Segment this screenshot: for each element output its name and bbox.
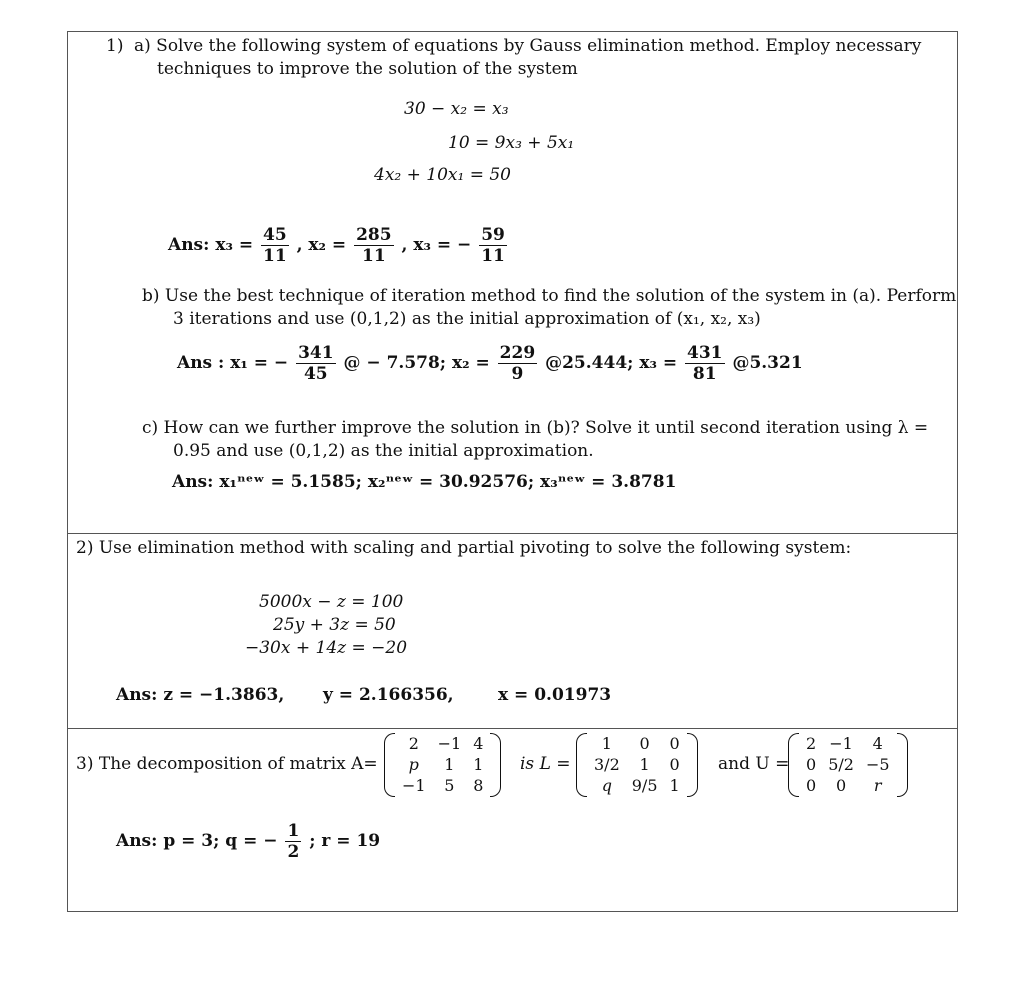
matrix-l-cell: 0 bbox=[669, 755, 680, 774]
denominator: 11 bbox=[481, 246, 505, 266]
matrix-a-cell: 4 bbox=[473, 734, 484, 753]
matrix-a-cell: p bbox=[408, 755, 419, 774]
q3-text: 3) The decomposition of matrix A= bbox=[76, 754, 378, 774]
matrix-u-cell: 0 bbox=[835, 776, 847, 795]
matrix-u-cell: 0 bbox=[806, 755, 817, 774]
q1b-text: b) Use the best technique of iteration method to find the solution of the system in (a). Perform bbox=[142, 286, 957, 306]
q2-equation-3: −30x + 14z = −20 bbox=[245, 638, 408, 658]
matrix-u-cell: −1 bbox=[829, 734, 853, 753]
q1a-text: a) Solve the following system of equations by Gauss elimination method. Employ necessary bbox=[134, 36, 922, 56]
matrix-a-cell: 5 bbox=[444, 776, 455, 795]
q1a-answer-label: Ans: x₃ = bbox=[168, 235, 254, 255]
matrix-a-cell: 1 bbox=[473, 755, 484, 774]
matrix-l bbox=[576, 733, 698, 796]
matrix-l-cell: 1 bbox=[601, 734, 612, 753]
numerator: 285 bbox=[356, 225, 392, 245]
q1a-text-2: techniques to improve the solution of the system bbox=[157, 59, 578, 79]
q1b-answer-value-1: @ − 7.578; x₂ = bbox=[343, 353, 490, 373]
denominator: 11 bbox=[362, 246, 386, 266]
q1b-answer-fraction-2 bbox=[498, 343, 538, 384]
numerator: 229 bbox=[499, 343, 536, 363]
matrix-a bbox=[384, 733, 501, 796]
q1c-text-2: 0.95 and use (0,1,2) as the initial approximation. bbox=[173, 441, 594, 461]
matrix-l-grid bbox=[588, 733, 686, 796]
matrix-a-cell: 1 bbox=[444, 755, 455, 774]
q1a-answer bbox=[168, 225, 509, 266]
q1b-text-2: 3 iterations and use (0,1,2) as the initial approximation of (x₁, x₂, x₃) bbox=[173, 309, 761, 329]
q1a-answer-sep-2: , x₃ = − bbox=[401, 235, 472, 255]
matrix-l-cell: 1 bbox=[669, 776, 680, 795]
separator-q1-q2 bbox=[68, 533, 957, 534]
q3-is-l-label: is L = bbox=[520, 754, 571, 774]
left-parenthesis bbox=[788, 733, 799, 797]
q1b-answer-fraction-3 bbox=[685, 343, 725, 384]
numerator: 59 bbox=[481, 225, 505, 245]
numerator: 341 bbox=[298, 343, 334, 363]
q3-and-u: and U = bbox=[718, 754, 790, 774]
numerator: 1 bbox=[287, 821, 300, 841]
matrix-u bbox=[788, 733, 908, 796]
q1-equation-3: 4x₂ + 10x₁ = 50 bbox=[374, 165, 511, 185]
matrix-a-cell: −1 bbox=[437, 734, 462, 753]
q3-answer-fraction bbox=[285, 821, 301, 862]
matrix-l-cell: q bbox=[601, 776, 612, 795]
matrix-a-cell: 8 bbox=[473, 776, 484, 795]
q1a-answer-sep-1: , x₂ = bbox=[296, 235, 347, 255]
q1b-answer-value-2: @25.444; x₃ = bbox=[545, 353, 678, 373]
q3-is-l bbox=[520, 754, 571, 774]
q2-equation-1: 5000x − z = 100 bbox=[259, 592, 404, 612]
matrix-l-cell: 1 bbox=[639, 755, 650, 774]
matrix-l-cell: 0 bbox=[639, 734, 650, 753]
q2-answer-y: y = 2.166356, bbox=[323, 685, 454, 705]
matrix-u-grid bbox=[800, 733, 896, 796]
q2-text: 2) Use elimination method with scaling and partial pivoting to solve the following system: bbox=[76, 538, 852, 558]
q1b-answer-label: Ans : x₁ = − bbox=[177, 353, 289, 373]
q1b-answer-value-3: @5.321 bbox=[732, 353, 803, 373]
q1c-answer: Ans: x₁ⁿᵉʷ = 5.1585; x₂ⁿᵉʷ = 30.92576; x₃ⁿᵉʷ = 3.8781 bbox=[172, 472, 677, 492]
q1-number: 1) bbox=[106, 36, 124, 56]
matrix-u-cell: 0 bbox=[806, 776, 817, 795]
worksheet bbox=[67, 31, 958, 912]
denominator: 9 bbox=[511, 364, 524, 384]
matrix-a-cell: 2 bbox=[408, 734, 419, 753]
numerator: 45 bbox=[262, 225, 287, 245]
q2-equation-2: 25y + 3z = 50 bbox=[273, 615, 396, 635]
separator-q2-q3 bbox=[68, 728, 957, 729]
q1a-answer-fraction-1 bbox=[261, 225, 289, 266]
matrix-l-cell: 9/5 bbox=[631, 776, 658, 795]
numerator: 431 bbox=[687, 343, 723, 363]
q1a-answer-fraction-3 bbox=[479, 225, 507, 266]
right-parenthesis bbox=[687, 733, 698, 797]
q1a-answer-fraction-2 bbox=[354, 225, 394, 266]
q1c-text: c) How can we further improve the solution in (b)? Solve it until second iteration using λ = bbox=[142, 418, 929, 438]
left-parenthesis bbox=[384, 733, 395, 797]
matrix-u-cell: 2 bbox=[806, 734, 817, 753]
matrix-u-cell: 4 bbox=[872, 734, 883, 753]
q2-answer-x: x = 0.01973 bbox=[498, 685, 612, 705]
denominator: 45 bbox=[303, 364, 328, 384]
q3-answer-tail: ; r = 19 bbox=[309, 831, 381, 851]
matrix-l-cell: 0 bbox=[669, 734, 680, 753]
q2-answer-z: Ans: z = −1.3863, bbox=[116, 685, 285, 705]
matrix-a-grid bbox=[396, 733, 489, 796]
matrix-a-cell: −1 bbox=[402, 776, 426, 795]
right-parenthesis bbox=[490, 733, 501, 797]
denominator: 81 bbox=[692, 364, 717, 384]
q1b-answer bbox=[177, 343, 803, 384]
matrix-u-cell: r bbox=[873, 776, 882, 795]
denominator: 2 bbox=[287, 842, 300, 862]
right-parenthesis bbox=[897, 733, 908, 797]
matrix-u-cell: −5 bbox=[865, 755, 890, 774]
q1b-answer-fraction-1 bbox=[296, 343, 336, 384]
matrix-u-cell: 5/2 bbox=[828, 755, 854, 774]
denominator: 11 bbox=[262, 246, 287, 266]
q1-equation-1: 30 − x₂ = x₃ bbox=[404, 99, 509, 119]
q3-answer-label: Ans: p = 3; q = − bbox=[116, 831, 278, 851]
left-parenthesis bbox=[576, 733, 587, 797]
q3-answer bbox=[116, 821, 380, 862]
matrix-l-cell: 3/2 bbox=[594, 755, 620, 774]
q1-equation-2: 10 = 9x₃ + 5x₁ bbox=[448, 133, 575, 153]
